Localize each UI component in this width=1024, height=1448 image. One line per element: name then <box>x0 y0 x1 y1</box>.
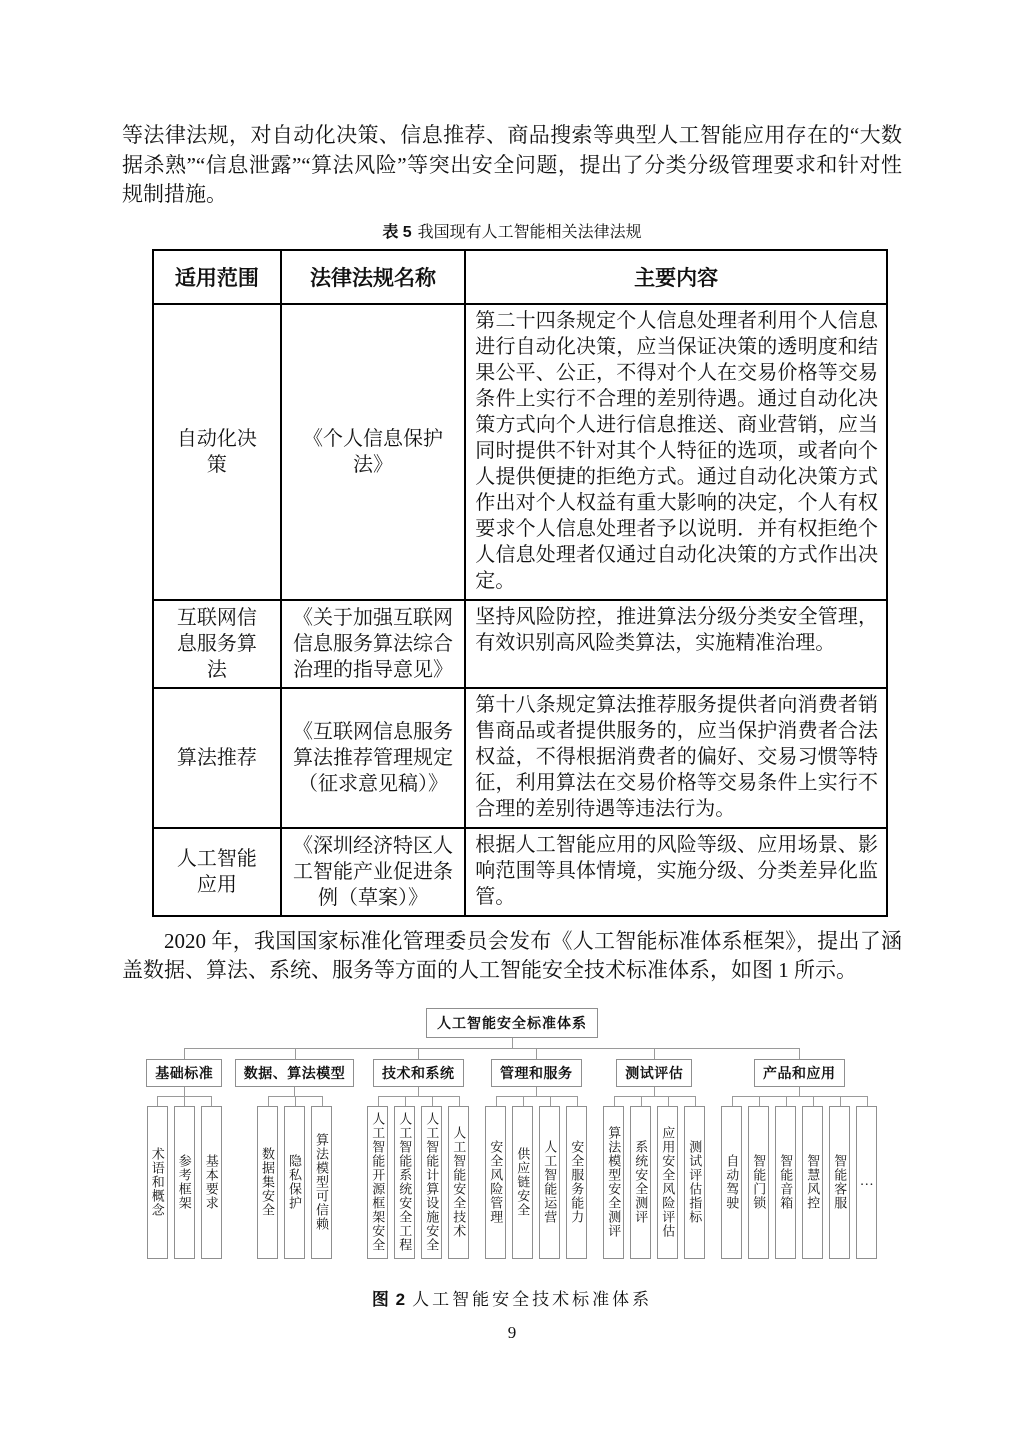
diagram-leaf-box: 数据集安全 <box>257 1106 278 1259</box>
diagram-group-2 <box>230 1048 360 1259</box>
diagram-leaf-box: 供应链安全 <box>512 1106 533 1259</box>
diagram-branch-box: 产品和应用 <box>754 1059 845 1087</box>
scope-cell: 算法推荐 <box>153 688 281 828</box>
diagram-leaf-slot <box>600 1096 627 1259</box>
diagram-leaf-box: 人工智能运营 <box>539 1106 560 1259</box>
figure-caption-text: 人工智能安全技术标准体系 <box>412 1289 653 1309</box>
law-cell: 《关于加强互联网信息服务算法综合治理的指导意见》 <box>281 600 466 688</box>
diagram-branch-connector <box>184 1087 185 1096</box>
figure-caption-number: 图 2 <box>371 1289 407 1309</box>
content-cell: 第二十四条规定个人信息处理者利用个人信息进行自动化决策，应当保证决策的透明度和结果公平、公正，不得对个人在交易价格等交易条件上实行不合理的差别待遇。通过自动化决策方式向个人进行信息推送、商业营销，应当同时提供不针对其个人特征的选项，或者向个人提供便捷的拒绝方式。通过自动化决策方式作出对个人权益有重大影响的决定，个人有权要求个人信息处理者予以说明．并有权拒绝个人信息处理者仅通过自动化决策的方式作出决定。 <box>465 304 887 600</box>
diagram-leaf-row <box>144 1096 225 1259</box>
diagram-leaf-box: 人工智能开源框架安全 <box>367 1106 388 1259</box>
diagram-leaf-box: 人工智能计算设施安全 <box>421 1106 442 1259</box>
diagram-leaf-box: 参考框架 <box>174 1106 195 1259</box>
content-cell: 坚持风险防控，推进算法分级分类安全管理，有效识别高风险类算法，实施精准治理。 <box>465 600 887 688</box>
diagram-leaf-box: 系统安全测评 <box>630 1106 651 1259</box>
header-law-name: 法律法规名称 <box>281 250 466 304</box>
law-regulations-table <box>152 249 888 917</box>
diagram-leaf-slot <box>718 1096 745 1259</box>
table-caption-number: 表 5 <box>382 223 412 241</box>
diagram-leaf-box: 人工智能系统安全工程 <box>394 1106 415 1259</box>
diagram-leaf-slot <box>745 1096 772 1259</box>
diagram-leaf-slot <box>198 1096 225 1259</box>
diagram-leaf-row <box>254 1096 335 1259</box>
diagram-root-box: 人工智能安全标准体系 <box>426 1008 598 1038</box>
diagram-branch-box: 数据、算法模型 <box>235 1059 355 1087</box>
diagram-leaf-slot <box>418 1096 445 1259</box>
diagram-leaf-box: 安全服务能力 <box>566 1106 587 1259</box>
diagram-leaf-slot <box>799 1096 826 1259</box>
diagram-branch-connector <box>654 1087 655 1096</box>
diagram-leaf-box: 算法模型可信赖 <box>311 1106 332 1259</box>
diagram-leaf-slot <box>445 1096 472 1259</box>
diagram-leaf-slot <box>391 1096 418 1259</box>
diagram-leaf-slot <box>364 1096 391 1259</box>
scope-cell: 互联网信息服务算法 <box>153 600 281 688</box>
diagram-branch-connector <box>536 1087 537 1096</box>
diagram-leaf-slot <box>563 1096 590 1259</box>
paragraph-standards: 2020 年，我国国家标准化管理委员会发布《人工智能标准体系框架》，提出了涵盖数据、算法、系统、服务等方面的人工智能安全技术标准体系，如图 1 所示。 <box>122 928 902 982</box>
diagram-branch-connector <box>418 1087 419 1096</box>
law-cell: 《深圳经济特区人工智能产业促进条例（草案）》 <box>281 828 466 916</box>
diagram-leaf-slot <box>772 1096 799 1259</box>
diagram-group-4 <box>477 1048 595 1259</box>
diagram-branch-box: 管理和服务 <box>491 1059 582 1087</box>
header-main-content: 主要内容 <box>465 250 887 304</box>
diagram-leaf-slot <box>826 1096 853 1259</box>
table-row <box>153 600 887 688</box>
diagram-leaf-box: 测试评估指标 <box>684 1106 705 1259</box>
diagram-leaf-box: 算法模型安全测评 <box>603 1106 624 1259</box>
diagram-leaf-box: 隐私保护 <box>284 1106 305 1259</box>
standards-diagram <box>122 1008 902 1259</box>
diagram-leaf-slot <box>308 1096 335 1259</box>
diagram-leaf-box: 智慧风控 <box>802 1106 823 1259</box>
diagram-group-3 <box>359 1048 477 1259</box>
diagram-leaf-slot <box>254 1096 281 1259</box>
diagram-leaf-box: 智能音箱 <box>775 1106 796 1259</box>
diagram-leaf-row <box>718 1096 880 1259</box>
diagram-leaf-row <box>600 1096 708 1259</box>
diagram-leaf-box: 人工智能安全技术 <box>448 1106 469 1259</box>
table-row <box>153 688 887 828</box>
diagram-leaf-slot <box>853 1096 880 1259</box>
diagram-branch-connector <box>799 1087 800 1096</box>
table-row <box>153 304 887 600</box>
diagram-group-1 <box>139 1048 230 1259</box>
content-cell: 第十八条规定算法推荐服务提供者向消费者销售商品或者提供服务的，应当保护消费者合法权益，不得根据消费者的偏好、交易习惯等特征，利用算法在交易价格等交易条件上实行不合理的差别待遇等违法行为。 <box>465 688 887 828</box>
scope-cell: 人工智能应用 <box>153 828 281 916</box>
figure-caption <box>122 1285 902 1310</box>
diagram-root-connector <box>512 1038 513 1048</box>
table-header-row <box>153 250 887 304</box>
diagram-leaf-box: 自动驾驶 <box>721 1106 742 1259</box>
diagram-leaf-slot <box>171 1096 198 1259</box>
diagram-group-5 <box>595 1048 713 1259</box>
diagram-leaf-box: 基本要求 <box>201 1106 222 1259</box>
diagram-leaf-slot <box>509 1096 536 1259</box>
table-caption <box>122 219 902 242</box>
diagram-leaf-slot <box>144 1096 171 1259</box>
law-cell: 《个人信息保护法》 <box>281 304 466 600</box>
diagram-leaf-box: 应用安全风险评估 <box>657 1106 678 1259</box>
diagram-group-6 <box>713 1048 885 1259</box>
diagram-leaf-row <box>482 1096 590 1259</box>
paragraph-regulations: 等法律法规，对自动化决策、信息推荐、商品搜索等典型人工智能应用存在的“大数据杀熟”“信息泄露”“算法风险”等突出安全问题，提出了分类分级管理要求和针对性规制措施。 <box>122 123 902 206</box>
diagram-leaf-row <box>364 1096 472 1259</box>
diagram-leaf-box: 智能客服 <box>829 1106 850 1259</box>
diagram-leaf-box: 安全风险管理 <box>485 1106 506 1259</box>
diagram-branch-box: 基础标准 <box>146 1059 222 1087</box>
diagram-leaf-slot <box>627 1096 654 1259</box>
header-scope: 适用范围 <box>153 250 281 304</box>
scope-cell: 自动化决策 <box>153 304 281 600</box>
diagram-leaf-slot <box>681 1096 708 1259</box>
diagram-branch-box: 测试评估 <box>616 1059 692 1087</box>
law-cell: 《互联网信息服务算法推荐管理规定（征求意见稿）》 <box>281 688 466 828</box>
page-content <box>122 121 902 1343</box>
diagram-leaf-box: … <box>856 1106 877 1259</box>
diagram-leaf-slot <box>536 1096 563 1259</box>
table-row <box>153 828 887 916</box>
diagram-branch-connector <box>294 1087 295 1096</box>
diagram-leaf-slot <box>654 1096 681 1259</box>
diagram-leaf-slot <box>281 1096 308 1259</box>
diagram-leaf-box: 术语和概念 <box>147 1106 168 1259</box>
table-caption-text: 我国现有人工智能相关法律法规 <box>417 223 642 241</box>
page-number: 9 <box>507 1322 517 1342</box>
content-cell: 根据人工智能应用的风险等级、应用场景、影响范围等具体情境，实施分级、分类差异化监管。 <box>465 828 887 916</box>
diagram-leaf-slot <box>482 1096 509 1259</box>
diagram-leaf-box: 智能门锁 <box>748 1106 769 1259</box>
diagram-branch-box: 技术和系统 <box>373 1059 464 1087</box>
diagram-groups <box>139 1048 886 1259</box>
